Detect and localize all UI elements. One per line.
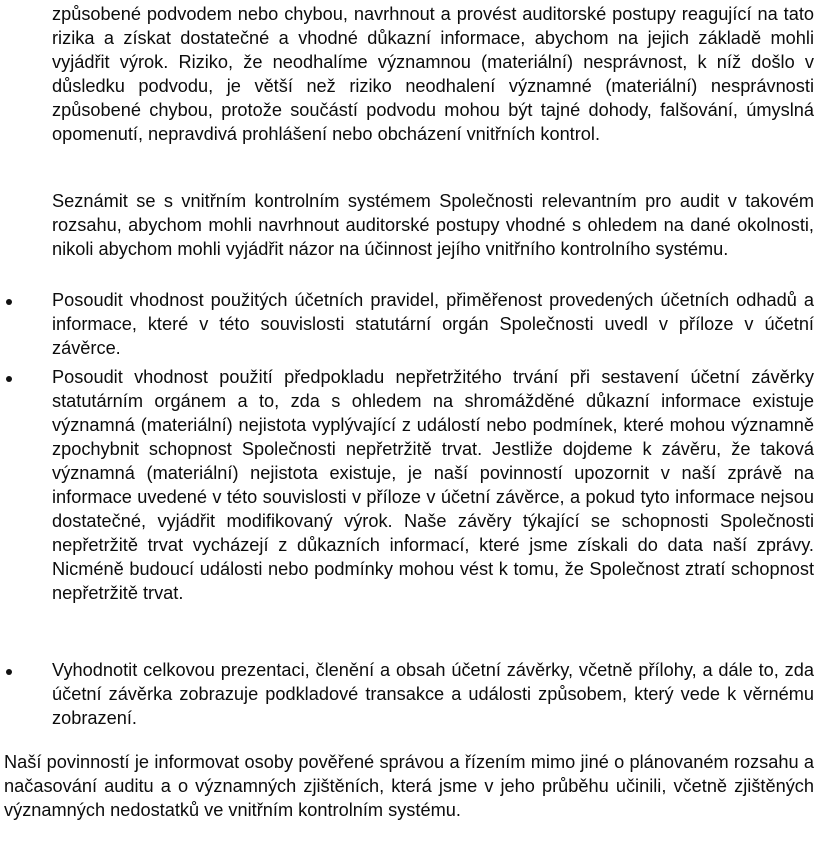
bullet-text-accounting-policies: Posoudit vhodnost použitých účetních pravidel, přiměřenost provedených účetních odhadů a informace, které v této souvislosti statutární orgán Společnosti uvedl v příloze v účetní závěrce. [52, 290, 814, 358]
bullet-dot-icon [6, 299, 12, 305]
bullet-dot-icon [6, 376, 12, 382]
bullet-text-going-concern: Posoudit vhodnost použití předpokladu nepřetržitého trvání při sestavení účetní závěrky statutárním orgánem a to, zda s ohledem na shromážděné důkazní informace existuje významná (materiální) nejistota vyplývající z událostí nebo podmínek, které mohou významně zpochybnit schopnost Společnosti nepřetržitě trvat. Jestliže dojdeme k závěru, že taková významná (materiální) nejistota existuje, je naší povinností upozornit v naší zprávě na informace uvedené v této souvislosti v příloze v účetní závěrce, a pokud tyto informace nejsou dostatečné, vyjádřit modifikovaný výrok. Naše závěry týkající se schopnosti Společnosti nepřetržitě trvat vycházejí z důkazních informací, které jsme získali do data naší zprávy. Nicméně budoucí události nebo podmínky mohou vést k tomu, že Společnost ztratí schopnost nepřetržitě trvat. [52, 367, 814, 603]
closing-paragraph: Naší povinností je informovat osoby pověřené správou a řízením mimo jiné o plánovaném rozsahu a načasování auditu a o významných zjištěních, která jsme v jeho průběhu učinili, včetně zjištěných významných nedostatků ve vnitřním kontrolním systému. [4, 752, 814, 820]
bullet-dot-icon [6, 669, 12, 675]
bullet-text-overall-presentation: Vyhodnotit celkovou prezentaci, členění a obsah účetní závěrky, včetně přílohy, a dále to, zda účetní závěrka zobrazuje podkladové transakce a události způsobem, který vede k věrnému zobrazení. [52, 660, 814, 728]
internal-control-paragraph: Seznámit se s vnitřním kontrolním systémem Společnosti relevantním pro audit v takovém rozsahu, abychom mohli navrhnout auditorské postupy vhodné s ohledem na dané okolnosti, nikoli abychom mohli vyjádřit názor na účinnost jejího vnitřního kontrolního systému. [52, 191, 814, 259]
continuation-paragraph: způsobené podvodem nebo chybou, navrhnout a provést auditorské postupy reagující na tato rizika a získat dostatečné a vhodné důkazní informace, abychom na jejich základě mohli vyjádřit výrok. Riziko, že neodhalíme významnou (materiální) nesprávnost, k níž došlo v důsledku podvodu, je větší než riziko neodhalení významné (materiální) nesprávnosti způsobené chybou, protože součástí podvodu mohou být tajné dohody, falšování, úmyslná opomenutí, nepravdivá prohlášení nebo obcházení vnitřních kontrol. [52, 4, 814, 144]
